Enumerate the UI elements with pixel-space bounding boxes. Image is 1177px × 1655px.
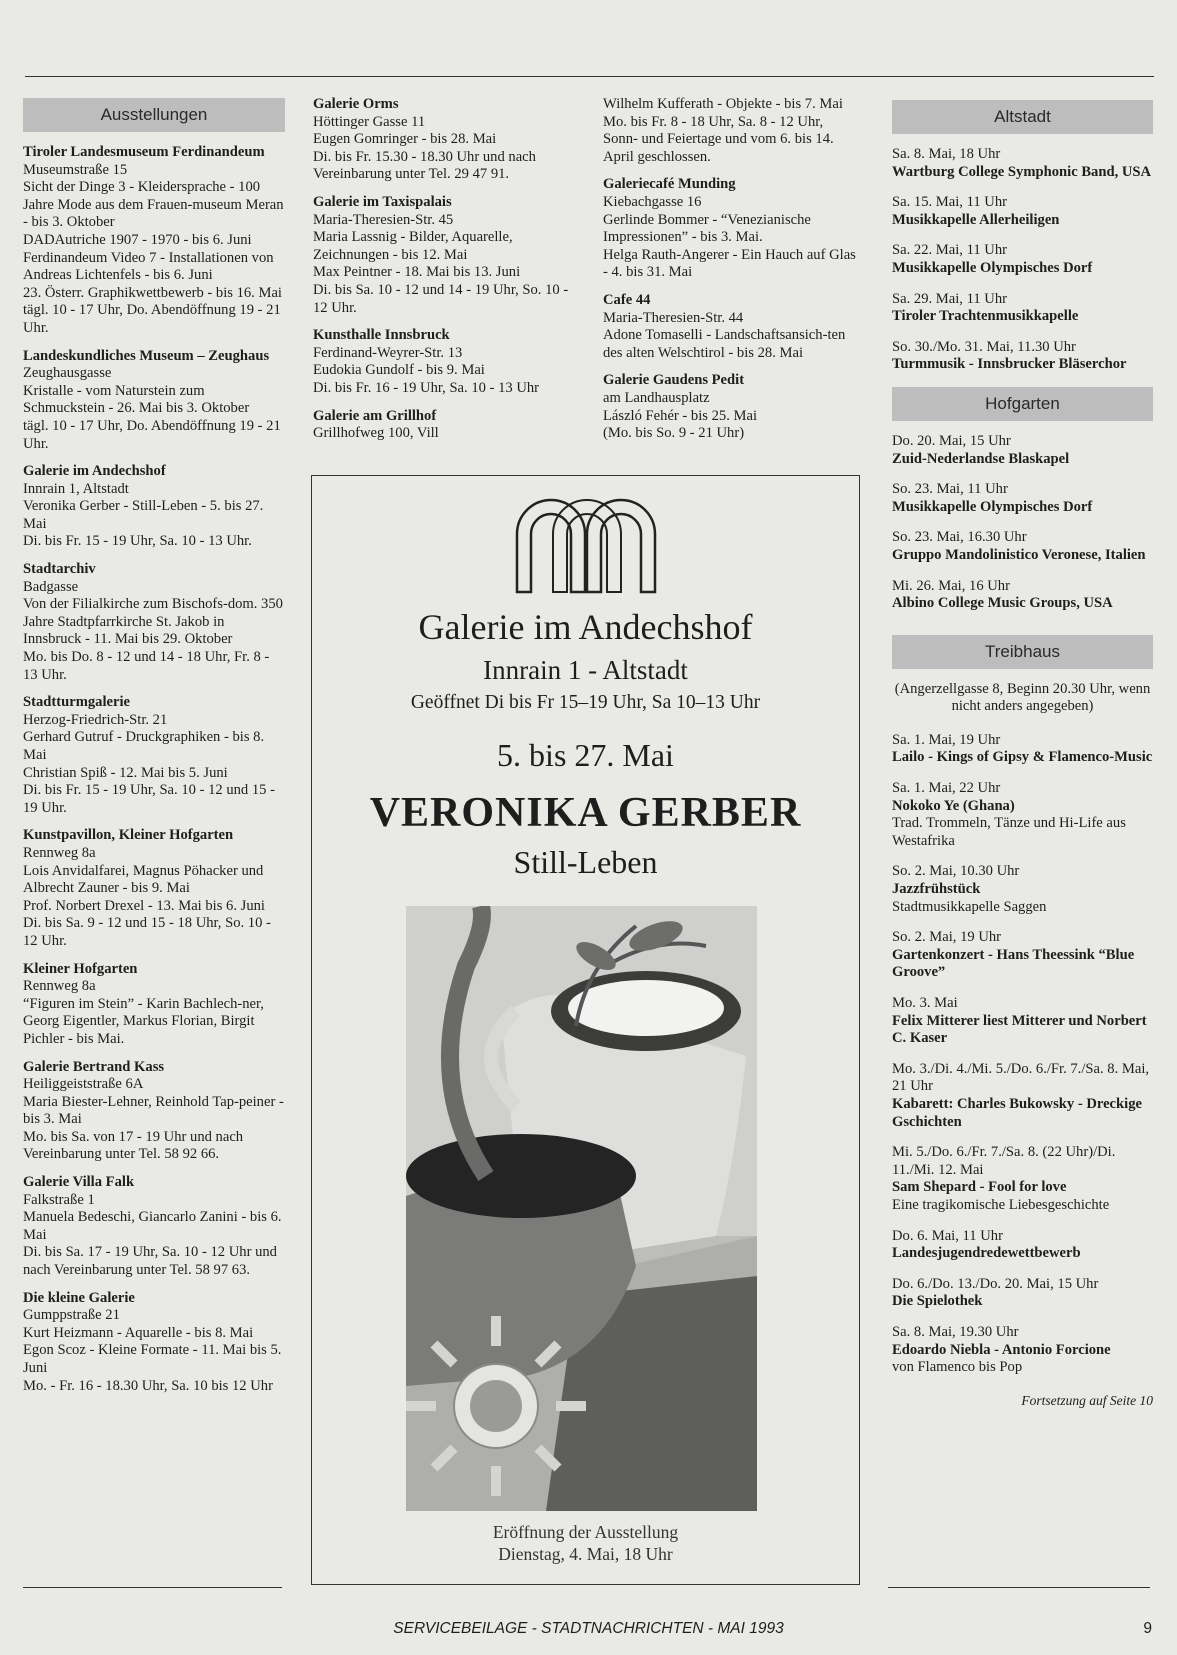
column-events (892, 100, 1153, 1409)
event-title: Zuid-Nederlandse Blaskapel (892, 450, 1070, 467)
ad-exhibition-dates: 5. bis 27. Mai (497, 737, 674, 773)
exhibition-entry (603, 96, 861, 166)
ad-opening-line-1: Eröffnung der Ausstellung (492, 1522, 679, 1542)
exhibition-line: Gerhard Gutruf - Druckgraphiken - bis 8. Mai (23, 729, 265, 763)
exhibition-venue: Stadtturmgalerie (23, 694, 130, 711)
event-title: Die Spielothek (892, 1293, 983, 1310)
exhibition-venue: Galerie Bertrand Kass (23, 1058, 165, 1075)
ad-address: Innrain 1 - Altstadt (483, 655, 688, 685)
exhibition-line: Ferdinandeum Video 7 - Installationen von Andreas Lichtenfels - bis 6. Juni (23, 249, 274, 284)
exhibition-line: László Fehér - bis 25. Mai (603, 407, 758, 424)
event-entry (892, 1228, 1153, 1263)
ad-gallery-name: Galerie im Andechshof (418, 607, 753, 647)
ad-opening-line-2: Dienstag, 4. Mai, 18 Uhr (498, 1544, 673, 1564)
exhibition-line: Manuela Bedeschi, Giancarlo Zanini - bis 6. Mai (23, 1209, 282, 1243)
exhibition-line: 23. Österr. Graphikwettbewerb - bis 16. Mai (23, 284, 282, 301)
treibhaus-note: (Angerzellgasse 8, Beginn 20.30 Uhr, wenn nicht anders angegeben) (894, 680, 1151, 715)
ad-artist-name: VERONIKA GERBER (369, 790, 802, 836)
event-date: Sa. 22. Mai, 11 Uhr (892, 242, 1007, 259)
exhibition-line: Di. bis Sa. 17 - 19 Uhr, Sa. 10 - 12 Uhr und nach Vereinbarung unter Tel. 58 97 63. (23, 1244, 277, 1279)
exhibition-line: Mo. bis Fr. 8 - 18 Uhr, Sa. 8 - 12 Uhr, Sonn- und Feiertage und vom 6. bis 14. April geschlossen. (603, 113, 834, 165)
exhibition-line: Egon Scoz - Kleine Formate - 11. Mai bis 5. Juni (23, 1342, 282, 1376)
event-date: Do. 20. Mai, 15 Uhr (892, 432, 1011, 449)
event-title: Turmmusik - Innsbrucker Bläserchor (892, 356, 1127, 373)
exhibition-line: Ferdinand-Weyrer-Str. 13 (313, 344, 463, 361)
page-footer: SERVICEBEILAGE - STADTNACHRICHTEN - MAI 1993 (393, 1620, 784, 1637)
exhibition-entry (313, 194, 581, 317)
event-date: Sa. 8. Mai, 19.30 Uhr (892, 1323, 1019, 1340)
event-title: Wartburg College Symphonic Band, USA (892, 163, 1152, 180)
exhibition-entry (23, 144, 285, 338)
event-date: So. 2. Mai, 19 Uhr (892, 929, 1002, 946)
event-entry (892, 481, 1153, 516)
event-date: So. 23. Mai, 11 Uhr (892, 481, 1008, 498)
event-title: Musikkapelle Allerheiligen (892, 211, 1060, 228)
exhibition-line: Helga Rauth-Angerer - Ein Hauch auf Glas - 4. bis 31. Mai (603, 246, 856, 281)
event-date: Sa. 29. Mai, 11 Uhr (892, 290, 1007, 307)
exhibition-line: DADAutriche 1907 - 1970 - bis 6. Juni (23, 231, 252, 248)
column-galleries-3 (603, 96, 861, 453)
event-title: Musikkapelle Olympisches Dorf (892, 498, 1093, 515)
exhibition-line: Di. bis Fr. 15 - 19 Uhr, Sa. 10 - 12 und 15 - 19 Uhr. (23, 782, 275, 816)
event-date: Sa. 1. Mai, 19 Uhr (892, 731, 1001, 748)
exhibition-line: “Figuren im Stein” - Karin Bachlech-ner, Georg Eigentler, Markus Florian, Birgit Pichler - bis Mai. (23, 995, 264, 1047)
exhibition-entry (23, 1059, 285, 1165)
exhibition-list (23, 144, 285, 1395)
event-entry (892, 291, 1153, 326)
event-title: Kabarett: Charles Bukowsky - Dreckige Gschichten (892, 1095, 1142, 1130)
exhibition-line: Gerlinde Bommer - “Venezianische Impressionen” - bis 3. Mai. (603, 211, 811, 246)
event-entry (892, 1276, 1153, 1311)
event-entry (892, 242, 1153, 277)
section-header-hofgarten: Hofgarten (892, 387, 1153, 421)
exhibition-venue: Cafe 44 (603, 291, 651, 308)
event-entry (892, 863, 1153, 916)
exhibition-line: Gumppstraße 21 (23, 1307, 120, 1324)
event-date: So. 30./Mo. 31. Mai, 11.30 Uhr (892, 338, 1076, 355)
event-subtitle: Stadtmusikkapelle Saggen (892, 898, 1047, 915)
exhibition-entry (603, 372, 861, 442)
exhibition-line: Höttinger Gasse 11 (313, 113, 426, 130)
exhibition-entry (313, 96, 581, 184)
gallery-logo-arches-icon (513, 496, 659, 596)
event-entry (892, 780, 1153, 850)
exhibition-line: Maria-Theresien-Str. 44 (603, 309, 744, 326)
event-entry (892, 339, 1153, 374)
exhibition-venue: Kunsthalle Innsbruck (313, 327, 450, 344)
exhibition-entry (313, 327, 581, 397)
event-title: Felix Mitterer liest Mitterer und Norbert C. Kaser (892, 1012, 1147, 1047)
exhibition-entry (23, 463, 285, 551)
exhibition-venue: Galerie Gaudens Pedit (603, 372, 745, 389)
exhibition-line: am Landhausplatz (603, 389, 710, 406)
exhibition-entry (23, 348, 285, 454)
exhibition-list (603, 96, 861, 443)
exhibition-line: Zeughausgasse (23, 365, 112, 382)
event-subtitle: Eine tragikomische Liebesgeschichte (892, 1196, 1110, 1213)
exhibition-entry (23, 1290, 285, 1396)
continuation-note: Fortsetzung auf Seite 10 (1021, 1392, 1153, 1408)
exhibition-line: Di. bis Fr. 15 - 19 Uhr, Sa. 10 - 13 Uhr. (23, 533, 252, 550)
event-title: Gartenkonzert - Hans Theessink “Blue Groove” (892, 946, 1135, 981)
event-entry (892, 1061, 1153, 1131)
bottom-rule-left (23, 1587, 282, 1588)
exhibition-line: Wilhelm Kufferath - Objekte - bis 7. Mai (603, 96, 843, 112)
exhibition-venue: Tiroler Landesmuseum Ferdinandeum (23, 144, 265, 160)
event-list-hofgarten (892, 433, 1153, 613)
event-title: Lailo - Kings of Gipsy & Flamenco-Music (892, 749, 1153, 766)
exhibition-line: Maria Biester-Lehner, Reinhold Tap-peiner - bis 3. Mai (23, 1093, 284, 1128)
exhibition-line: Badgasse (23, 578, 79, 595)
event-entry (892, 995, 1153, 1048)
section-header-altstadt: Altstadt (892, 100, 1153, 134)
event-date: Mo. 3. Mai (892, 995, 958, 1011)
event-entry (892, 1324, 1153, 1377)
exhibition-line: Maria Lassnig - Bilder, Aquarelle, Zeichnungen - bis 12. Mai (313, 229, 513, 263)
exhibition-line: Innrain 1, Altstadt (23, 480, 129, 497)
event-date: Do. 6. Mai, 11 Uhr (892, 1227, 1003, 1244)
event-date: Mo. 3./Di. 4./Mi. 5./Do. 6./Fr. 7./Sa. 8. Mai, 21 Uhr (892, 1060, 1150, 1095)
exhibition-line: Eugen Gomringer - bis 28. Mai (313, 131, 497, 148)
event-entry (892, 929, 1153, 982)
event-date: Mi. 26. Mai, 16 Uhr (892, 577, 1010, 594)
exhibition-entry (313, 408, 581, 443)
section-header-treibhaus: Treibhaus (892, 635, 1153, 669)
exhibition-entry (603, 292, 861, 362)
exhibition-line: Rennweg 8a (23, 978, 96, 995)
exhibition-venue: Galerie am Grillhof (313, 407, 437, 424)
event-title: Nokoko Ye (Ghana) (892, 797, 1015, 814)
event-title: Albino College Music Groups, USA (892, 595, 1113, 612)
exhibition-line: Grillhofweg 100, Vill (313, 425, 439, 442)
exhibition-venue: Galerie im Andechshof (23, 463, 166, 480)
exhibition-line: Kristalle - vom Naturstein zum Schmuckstein - 26. Mai bis 3. Oktober (23, 382, 250, 417)
event-title: Jazzfrühstück (892, 881, 981, 898)
exhibition-line: Von der Filialkirche zum Bischofs-dom. 350 Jahre Stadtpfarrkirche St. Jakob in Innsbruck - 11. Mai bis 29. Oktober (23, 596, 283, 648)
still-life-painting (406, 906, 757, 1511)
column-ausstellungen (23, 98, 285, 1405)
event-date: So. 23. Mai, 16.30 Uhr (892, 529, 1027, 546)
exhibition-venue: Galerie im Taxispalais (313, 193, 452, 210)
exhibition-line: tägl. 10 - 17 Uhr, Do. Abendöffnung 19 - 21 Uhr. (23, 302, 281, 336)
exhibition-venue: Kunstpavillon, Kleiner Hofgarten (23, 827, 234, 844)
exhibition-entry (23, 961, 285, 1049)
event-entry (892, 1144, 1153, 1214)
exhibition-line: Di. bis Fr. 15.30 - 18.30 Uhr und nach Vereinbarung unter Tel. 29 47 91. (313, 148, 536, 183)
exhibition-line: Mo. - Fr. 16 - 18.30 Uhr, Sa. 10 bis 12 Uhr (23, 1377, 273, 1394)
exhibition-line: Museumstraße 15 (23, 161, 128, 178)
exhibition-venue: Galerie Orms (313, 96, 399, 112)
event-subtitle: Trad. Trommeln, Tänze und Hi-Life aus Westafrika (892, 815, 1126, 849)
exhibition-line: Kurt Heizmann - Aquarelle - bis 8. Mai (23, 1324, 254, 1341)
exhibition-line: Di. bis Sa. 10 - 12 und 14 - 19 Uhr, So. 10 - 12 Uhr. (313, 281, 569, 316)
exhibition-line: Di. bis Fr. 16 - 19 Uhr, Sa. 10 - 13 Uhr (313, 379, 540, 396)
event-entry (892, 529, 1153, 564)
column-galleries-2 (313, 96, 581, 453)
ad-opening-hours: Geöffnet Di bis Fr 15–19 Uhr, Sa 10–13 Uhr (410, 692, 761, 713)
exhibition-venue: Galeriecafé Munding (603, 176, 736, 193)
event-title: Sam Shepard - Fool for love (892, 1179, 1067, 1196)
exhibition-line: Kiebachgasse 16 (603, 193, 702, 210)
page-number: 9 (1143, 1620, 1152, 1637)
section-header-ausstellungen: Ausstellungen (23, 98, 285, 132)
event-title: Edoardo Niebla - Antonio Forcione (892, 1341, 1111, 1358)
exhibition-line: Heiliggeiststraße 6A (23, 1076, 144, 1093)
event-subtitle: von Flamenco bis Pop (892, 1359, 1023, 1376)
exhibition-line: Maria-Theresien-Str. 45 (313, 211, 454, 228)
event-date: So. 2. Mai, 10.30 Uhr (892, 863, 1020, 880)
event-date: Mi. 5./Do. 6./Fr. 7./Sa. 8. (22 Uhr)/Di. 11./Mi. 12. Mai (892, 1144, 1116, 1178)
exhibition-line: Di. bis Sa. 9 - 12 und 15 - 18 Uhr, So. 10 - 12 Uhr. (23, 915, 271, 949)
exhibition-line: tägl. 10 - 17 Uhr, Do. Abendöffnung 19 - 21 Uhr. (23, 417, 281, 452)
event-date: Sa. 1. Mai, 22 Uhr (892, 780, 1001, 797)
exhibition-line: Rennweg 8a (23, 844, 96, 861)
event-date: Sa. 8. Mai, 18 Uhr (892, 146, 1001, 162)
exhibition-line: Eudokia Gundolf - bis 9. Mai (313, 362, 485, 379)
exhibition-line: Christian Spiß - 12. Mai bis 5. Juni (23, 764, 228, 781)
top-rule (25, 76, 1154, 77)
exhibition-line: Sicht der Dinge 3 - Kleidersprache - 100 Jahre Mode aus dem Frauen-museum Meran - bis 3. Oktober (23, 179, 284, 231)
exhibition-line: Mo. bis Sa. von 17 - 19 Uhr und nach Vereinbarung unter Tel. 58 92 66. (23, 1128, 244, 1163)
event-entry (892, 194, 1153, 229)
exhibition-entry (23, 1174, 285, 1280)
event-title: Tiroler Trachtenmusikkapelle (892, 308, 1079, 325)
ad-exhibition-title: Still-Leben (513, 844, 658, 880)
exhibition-line: Prof. Norbert Drexel - 13. Mai bis 6. Juni (23, 897, 265, 914)
exhibition-venue: Die kleine Galerie (23, 1289, 135, 1306)
event-date: Sa. 15. Mai, 11 Uhr (892, 194, 1007, 211)
exhibition-list (313, 96, 581, 443)
exhibition-venue: Kleiner Hofgarten (23, 960, 138, 977)
exhibition-line: Herzog-Friedrich-Str. 21 (23, 711, 168, 728)
exhibition-venue: Galerie Villa Falk (23, 1174, 135, 1191)
event-date: Do. 6./Do. 13./Do. 20. Mai, 15 Uhr (892, 1275, 1099, 1292)
exhibition-line: Adone Tomaselli - Landschaftsansich-ten des alten Welschtirol - bis 28. Mai (603, 327, 846, 361)
exhibition-line: Max Peintner - 18. Mai bis 13. Juni (313, 264, 521, 281)
exhibition-line: Veronika Gerber - Still-Leben - 5. bis 27. Mai (23, 498, 264, 532)
event-title: Landesjugendredewettbewerb (892, 1245, 1081, 1262)
exhibition-entry (23, 694, 285, 817)
exhibition-entry (23, 561, 285, 684)
exhibition-line: Mo. bis Do. 8 - 12 und 14 - 18 Uhr, Fr. 8 - 13 Uhr. (23, 649, 270, 683)
bottom-rule-right (888, 1587, 1150, 1588)
exhibition-venue: Landeskundliches Museum – Zeughaus (23, 347, 270, 364)
exhibition-line: Lois Anvidalfarei, Magnus Pöhacker und Albrecht Zauner - bis 9. Mai (23, 862, 264, 897)
event-entry (892, 433, 1153, 468)
exhibition-entry (23, 827, 285, 950)
event-entry (892, 732, 1153, 767)
event-list-altstadt (892, 146, 1153, 374)
exhibition-line: Falkstraße 1 (23, 1191, 95, 1208)
event-entry (892, 146, 1153, 181)
exhibition-line: (Mo. bis So. 9 - 21 Uhr) (603, 425, 745, 442)
event-title: Musikkapelle Olympisches Dorf (892, 259, 1093, 276)
event-list-treibhaus (892, 732, 1153, 1377)
gallery-advertisement (311, 475, 860, 1585)
event-entry (892, 578, 1153, 613)
event-title: Gruppo Mandolinistico Veronese, Italien (892, 546, 1146, 563)
exhibition-entry (603, 176, 861, 282)
exhibition-venue: Stadtarchiv (23, 561, 96, 578)
